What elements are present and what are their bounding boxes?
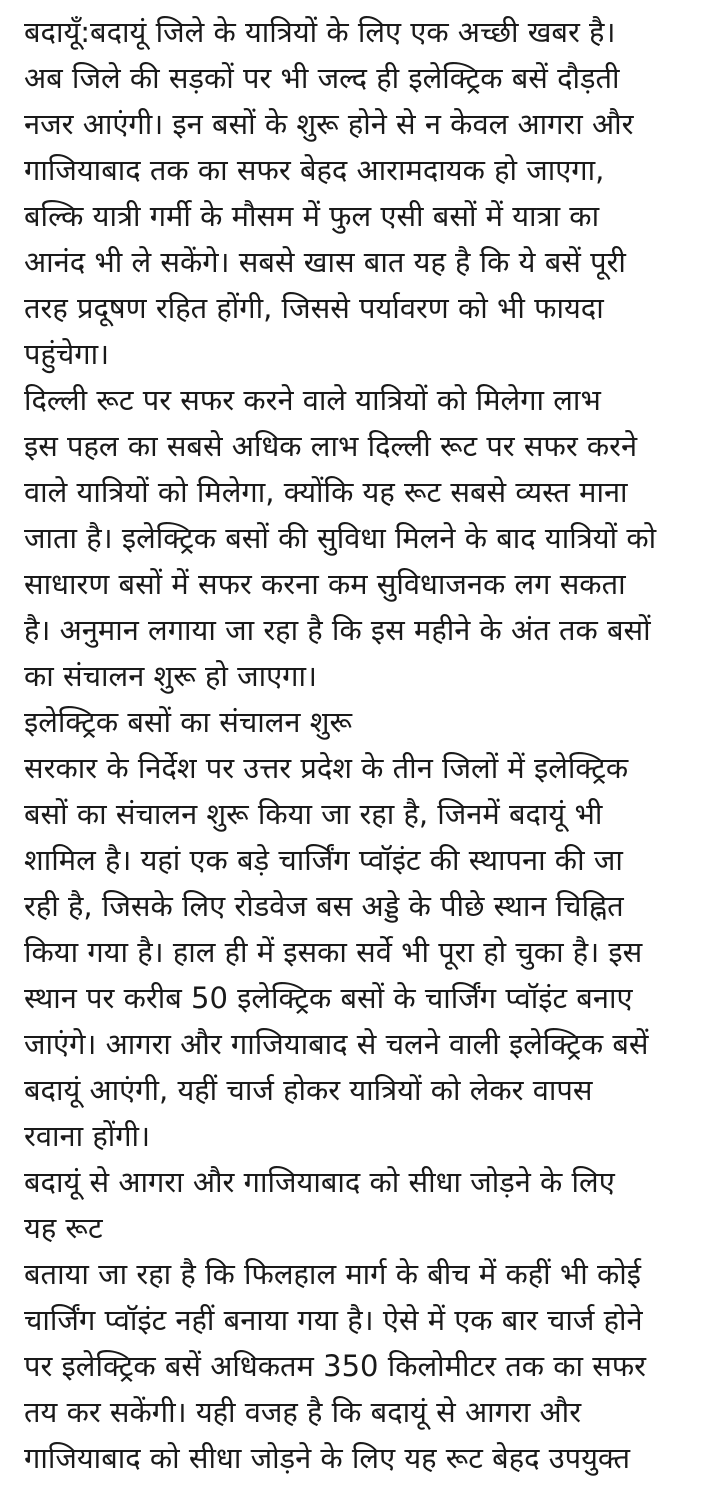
- text-line: जाएंगे। आगरा और गाजियाबाद से चलने वाली इलेक्ट्रिक बसें: [24, 1027, 649, 1061]
- text-line: चार्जिंग प्वॉइंट नहीं बनाया गया है। ऐसे में एक बार चार्ज होने: [24, 1303, 643, 1337]
- section-heading: यह रूट: [24, 1211, 103, 1245]
- section-heading: बदायूं से आगरा और गाजियाबाद को सीधा जोड़ने के लिए: [24, 1165, 615, 1199]
- text-line: है। अनुमान लगाया जा रहा है कि इस महीने के अंत तक बसों: [24, 613, 651, 647]
- text-line: पर इलेक्ट्रिक बसें अधिकतम 350 किलोमीटर तक का सफर: [24, 1349, 647, 1383]
- text-line: रवाना होंगी।: [24, 1119, 151, 1153]
- text-line: रही है, जिसके लिए रोडवेज बस अड्डे के पीछे स्थान चिह्नित: [24, 889, 624, 923]
- text-line: साधारण बसों में सफर करना कम सुविधाजनक लग सकता: [24, 567, 626, 601]
- section-heading: इलेक्ट्रिक बसों का संचालन शुरू: [24, 705, 352, 739]
- text-line: बदायूँ:बदायूं जिले के यात्रियों के लिए एक अच्छी खबर है।: [24, 15, 616, 49]
- text-line: बल्कि यात्री गर्मी के मौसम में फुल एसी बसों में यात्रा का: [24, 199, 600, 233]
- text-line: किया गया है। हाल ही में इसका सर्वे भी पूरा हो चुका है। इस: [24, 935, 643, 969]
- section-heading: दिल्ली रूट पर सफर करने वाले यात्रियों को मिलेगा लाभ: [24, 383, 601, 417]
- text-line: स्थान पर करीब 50 इलेक्ट्रिक बसों के चार्जिंग प्वॉइंट बनाए: [24, 981, 633, 1015]
- text-line: बसों का संचालन शुरू किया जा रहा है, जिनमें बदायूं भी: [24, 797, 603, 831]
- text-line: गाजियाबाद को सीधा जोड़ने के लिए यह रूट बेहद उपयुक्त: [24, 1441, 630, 1475]
- text-line: वाले यात्रियों को मिलेगा, क्योंकि यह रूट सबसे व्यस्त माना: [24, 475, 628, 509]
- text-line: बताया जा रहा है कि फिलहाल मार्ग के बीच में कहीं भी कोई: [24, 1257, 642, 1291]
- article-body: [24, 0, 704, 1488]
- text-line: इस पहल का सबसे अधिक लाभ दिल्ली रूट पर सफर करने: [24, 429, 638, 463]
- text-line: आनंद भी ले सकेंगे। सबसे खास बात यह है कि ये बसें पूरी: [24, 245, 626, 279]
- text-line: पहुंचेगा।: [24, 337, 110, 371]
- text-line: तरह प्रदूषण रहित होंगी, जिससे पर्यावरण को भी फायदा: [24, 291, 604, 325]
- text-line: अब जिले की सड़कों पर भी जल्द ही इलेक्ट्रिक बसें दौड़ती: [24, 61, 620, 95]
- text-line: बदायूं आएंगी, यहीं चार्ज होकर यात्रियों को लेकर वापस: [24, 1073, 593, 1107]
- text-line: शामिल है। यहां एक बड़े चार्जिंग प्वॉइंट की स्थापना की जा: [24, 843, 623, 877]
- text-line: तय कर सकेंगी। यही वजह है कि बदायूं से आगरा और: [24, 1395, 582, 1429]
- text-line: गाजियाबाद तक का सफर बेहद आरामदायक हो जाएगा,: [24, 153, 605, 187]
- text-line: नजर आएंगी। इन बसों के शुरू होने से न केवल आगरा और: [24, 107, 634, 141]
- text-line: जाता है। इलेक्ट्रिक बसों की सुविधा मिलने के बाद यात्रियों को: [24, 521, 657, 555]
- text-line: सरकार के निर्देश पर उत्तर प्रदेश के तीन जिलों में इलेक्ट्रिक: [24, 751, 629, 785]
- text-line: का संचालन शुरू हो जाएगा।: [24, 659, 318, 693]
